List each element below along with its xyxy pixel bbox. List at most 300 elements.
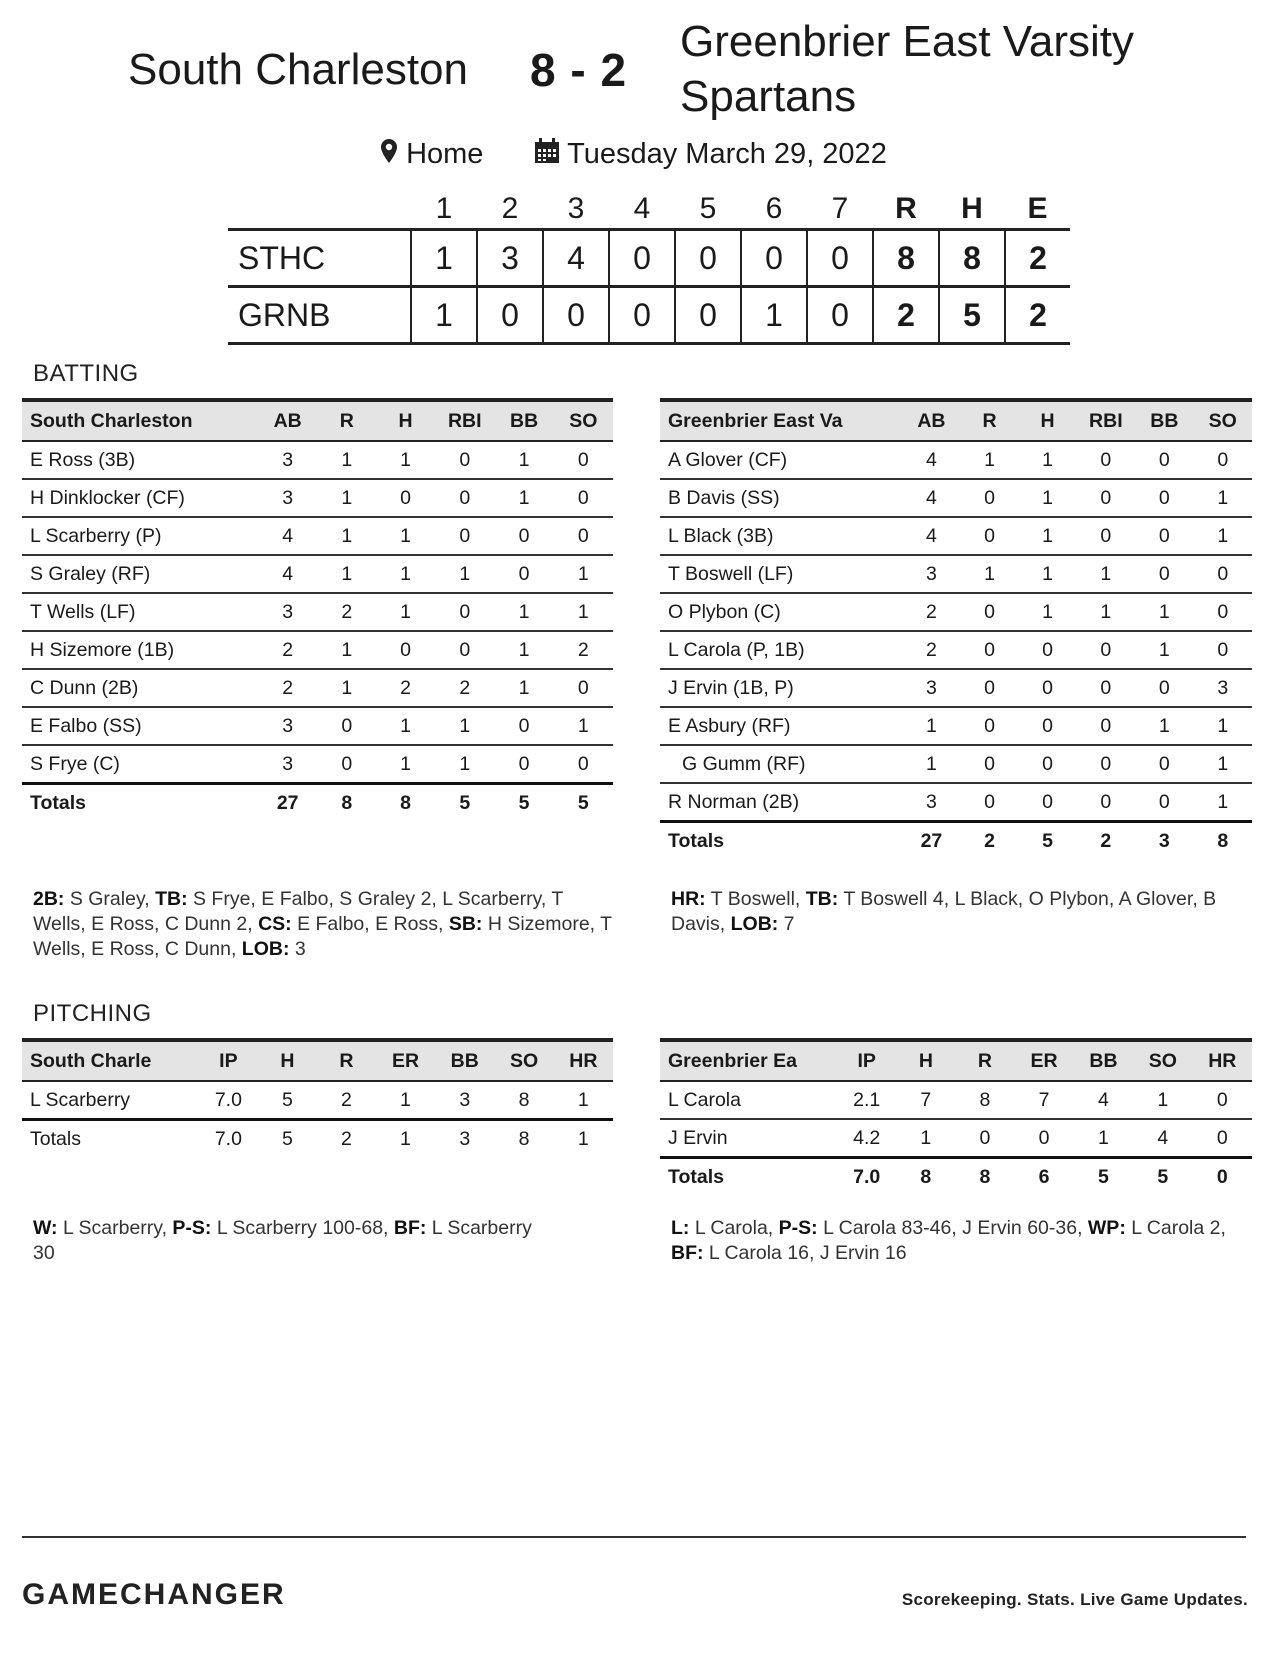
- note-text: L Scarberry 30: [33, 1217, 532, 1264]
- inning-score: 0: [675, 230, 741, 287]
- stat-value: 0: [1019, 707, 1077, 745]
- stat-value: 4: [1074, 1081, 1133, 1119]
- stat-value: 3: [258, 745, 317, 784]
- team-column-header: South Charleston: [22, 400, 258, 441]
- stat-column-header: HR: [554, 1040, 613, 1081]
- stat-value: 0: [317, 745, 376, 784]
- stat-value: 0: [961, 745, 1019, 783]
- stat-value: 1: [1019, 441, 1077, 479]
- totals-value: 27: [920, 829, 943, 852]
- totals-value: 27: [276, 791, 299, 814]
- stat-value: 1: [317, 631, 376, 669]
- note-text: L Carola 83-46, J Ervin 60-36,: [817, 1217, 1088, 1239]
- stat-value: 4: [902, 441, 960, 479]
- stat-column-header: SO: [1133, 1040, 1192, 1081]
- stat-value: 0: [376, 479, 435, 517]
- stat-value: 1: [494, 479, 553, 517]
- batting-table-away: [660, 398, 1252, 859]
- totals-label: Totals: [668, 829, 724, 852]
- player-row: [22, 707, 613, 745]
- stat-column-header: SO: [494, 1040, 553, 1081]
- stat-value: 0: [554, 517, 613, 555]
- stat-value: 0: [1135, 441, 1193, 479]
- totals-value: 3: [459, 1127, 471, 1150]
- totals-value: 8: [518, 1127, 530, 1150]
- totals-value: 5: [282, 1127, 293, 1150]
- linescore-table: [228, 184, 1070, 345]
- player-name: S Graley (RF): [22, 555, 258, 593]
- inning-score: 3: [477, 230, 543, 287]
- stat-column-header: AB: [902, 400, 960, 441]
- note-label: P-S:: [778, 1217, 818, 1239]
- totals-row: [22, 784, 613, 822]
- stat-value: 1: [961, 441, 1019, 479]
- stat-value: 0: [961, 593, 1019, 631]
- stat-header-row: [660, 1040, 1252, 1081]
- hits-total: 5: [939, 287, 1005, 344]
- stat-value: 0: [554, 669, 613, 707]
- gamechanger-logo: GAMECHANGER: [22, 1578, 286, 1611]
- stat-value: 1: [376, 1081, 435, 1120]
- player-name: E Falbo (SS): [22, 707, 258, 745]
- player-row: [660, 1119, 1252, 1158]
- stat-column-header: HR: [1193, 1040, 1252, 1081]
- player-name: L Black (3B): [660, 517, 902, 555]
- stat-value: 7: [896, 1081, 955, 1119]
- note-text: H Sizemore, T Wells, E Ross, C Dunn,: [33, 913, 612, 960]
- player-row: [660, 669, 1252, 707]
- note-label: TB:: [155, 888, 188, 910]
- stat-value: 0: [494, 745, 553, 784]
- stat-value: 0: [1135, 479, 1193, 517]
- note-label: LOB:: [730, 913, 779, 935]
- footer-divider: [22, 1536, 1246, 1538]
- player-name: J Ervin (1B, P): [660, 669, 902, 707]
- stat-column-header: R: [955, 1040, 1014, 1081]
- note-label: LOB:: [241, 938, 290, 960]
- note-text: L Carola 16, J Ervin 16: [703, 1242, 907, 1264]
- stat-column-header: H: [376, 400, 435, 441]
- stat-value: 1: [554, 707, 613, 745]
- linescore-row-away: [228, 287, 1070, 344]
- stat-column-header: H: [1019, 400, 1077, 441]
- stat-value: 3: [1194, 669, 1252, 707]
- stat-value: 4: [258, 555, 317, 593]
- note-text: L Carola,: [689, 1217, 779, 1239]
- stat-value: 1: [1135, 631, 1193, 669]
- stat-column-header: RBI: [1077, 400, 1136, 441]
- stat-value: 0: [435, 479, 494, 517]
- totals-value: 2: [984, 829, 996, 852]
- totals-value: 5: [1042, 829, 1054, 852]
- player-name: L Scarberry: [22, 1081, 199, 1120]
- player-name: J Ervin: [660, 1119, 837, 1158]
- stat-value: 4.2: [837, 1119, 896, 1158]
- totals-value: 5: [459, 791, 471, 814]
- stat-value: 0: [961, 783, 1019, 822]
- totals-value: 8: [341, 791, 353, 814]
- stat-value: 1: [1019, 555, 1077, 593]
- stat-value: 0: [1193, 1081, 1252, 1119]
- game-meta: [380, 134, 887, 175]
- inning-score: 1: [411, 230, 477, 287]
- totals-value: 2: [1100, 829, 1112, 852]
- stat-value: 0: [1077, 783, 1136, 822]
- stat-column-header: R: [317, 400, 376, 441]
- team-column-header: Greenbrier East Va: [660, 400, 902, 441]
- inning-score: 1: [741, 287, 807, 344]
- calendar-icon: [534, 135, 560, 175]
- stat-column-header: BB: [435, 1040, 494, 1081]
- stat-value: 1: [1077, 593, 1136, 631]
- errors-header: E: [1027, 192, 1048, 225]
- totals-row: [660, 1158, 1252, 1196]
- pitching-table-away: [660, 1038, 1252, 1195]
- stat-value: 0: [1194, 441, 1252, 479]
- stat-value: 1: [1194, 479, 1252, 517]
- stat-value: 3: [435, 1081, 494, 1120]
- stat-value: 1: [494, 593, 553, 631]
- inning-score: 0: [807, 287, 873, 344]
- stat-value: 0: [1077, 669, 1136, 707]
- linescore-row-home: [228, 230, 1070, 287]
- stat-value: 1: [317, 441, 376, 479]
- note-label: BF:: [393, 1217, 427, 1239]
- note-text: L Carola 2,: [1125, 1217, 1226, 1239]
- player-name: O Plybon (C): [660, 593, 902, 631]
- stat-value: 1: [1135, 593, 1193, 631]
- batting-table-home: [22, 398, 613, 821]
- stat-value: 0: [494, 517, 553, 555]
- inning-header: 7: [831, 192, 849, 225]
- stat-value: 1: [435, 745, 494, 784]
- note-label: SB:: [448, 913, 483, 935]
- player-row: [660, 441, 1252, 479]
- stat-value: 2: [317, 593, 376, 631]
- stat-value: 1: [902, 745, 960, 783]
- stat-value: 5: [258, 1081, 317, 1120]
- stat-value: 2.1: [837, 1081, 896, 1119]
- stat-value: 0: [955, 1119, 1014, 1158]
- stat-value: 1: [1194, 517, 1252, 555]
- stat-column-header: H: [896, 1040, 955, 1081]
- stat-value: 0: [1014, 1119, 1073, 1158]
- stat-value: 1: [1077, 555, 1136, 593]
- totals-value: 7.0: [853, 1165, 881, 1188]
- player-name: B Davis (SS): [660, 479, 902, 517]
- stat-column-header: R: [317, 1040, 376, 1081]
- stat-value: 2: [317, 1081, 376, 1120]
- totals-label: Totals: [30, 791, 86, 814]
- stat-value: 0: [554, 745, 613, 784]
- player-name: L Carola (P, 1B): [660, 631, 902, 669]
- stat-value: 0: [435, 441, 494, 479]
- stat-value: 1: [376, 555, 435, 593]
- stat-value: 0: [1193, 1119, 1252, 1158]
- player-row: [22, 631, 613, 669]
- totals-value: 5: [518, 791, 530, 814]
- pitching-table-home: [22, 1038, 613, 1157]
- stat-column-header: AB: [258, 400, 317, 441]
- stat-value: 1: [494, 631, 553, 669]
- stat-value: 1: [494, 669, 553, 707]
- note-label: WP:: [1087, 1217, 1126, 1239]
- stat-value: 0: [1194, 593, 1252, 631]
- stat-value: 0: [1135, 745, 1193, 783]
- stat-value: 0: [1135, 669, 1193, 707]
- stat-value: 1: [317, 517, 376, 555]
- stat-value: 2: [258, 669, 317, 707]
- totals-value: 7.0: [214, 1127, 242, 1150]
- player-name: T Boswell (LF): [660, 555, 902, 593]
- inning-score: 0: [477, 287, 543, 344]
- stat-value: 1: [1074, 1119, 1133, 1158]
- note-text: L Scarberry,: [57, 1217, 173, 1239]
- player-name: E Ross (3B): [22, 441, 258, 479]
- stat-value: 0: [961, 631, 1019, 669]
- inning-score: 0: [609, 287, 675, 344]
- totals-value: 8: [979, 1165, 991, 1188]
- stat-value: 1: [1194, 783, 1252, 822]
- pitching-notes-away: [671, 1216, 1251, 1266]
- team-column-header: South Charle: [22, 1040, 199, 1081]
- stat-value: 1: [554, 1081, 613, 1120]
- stat-value: 0: [961, 707, 1019, 745]
- note-label: HR:: [671, 888, 706, 910]
- player-row: [22, 669, 613, 707]
- stat-value: 0: [1194, 555, 1252, 593]
- stat-value: 0: [1194, 631, 1252, 669]
- player-name: G Gumm (RF): [660, 745, 902, 783]
- player-name: T Wells (LF): [22, 593, 258, 631]
- player-row: [22, 1081, 613, 1120]
- stat-column-header: BB: [1135, 400, 1193, 441]
- totals-value: 1: [577, 1127, 589, 1150]
- stat-value: 0: [1135, 517, 1193, 555]
- stat-header-row: [660, 400, 1252, 441]
- inning-header: 4: [633, 192, 651, 225]
- batting-notes-away: [671, 887, 1251, 937]
- stat-value: 1: [317, 669, 376, 707]
- player-name: L Carola: [660, 1081, 837, 1119]
- stat-header-row: [22, 1040, 613, 1081]
- stat-value: 1: [317, 479, 376, 517]
- inning-score: 0: [543, 287, 609, 344]
- stat-column-header: R: [961, 400, 1019, 441]
- stat-value: 2: [435, 669, 494, 707]
- stat-value: 1: [1019, 479, 1077, 517]
- inning-header: 5: [699, 192, 717, 225]
- note-text: 7: [778, 913, 795, 935]
- player-name: L Scarberry (P): [22, 517, 258, 555]
- note-label: 2B:: [33, 888, 65, 910]
- stat-value: 0: [1135, 555, 1193, 593]
- player-row: [660, 745, 1252, 783]
- player-name: S Frye (C): [22, 745, 258, 784]
- totals-value: 8: [1217, 829, 1229, 852]
- stat-value: 0: [1077, 707, 1136, 745]
- stat-column-header: IP: [837, 1040, 896, 1081]
- stat-value: 0: [1077, 631, 1136, 669]
- player-name: C Dunn (2B): [22, 669, 258, 707]
- inning-score: 0: [609, 230, 675, 287]
- stat-column-header: BB: [1074, 1040, 1133, 1081]
- player-row: [22, 593, 613, 631]
- linescore-team: GRNB: [238, 296, 331, 333]
- note-label: L:: [671, 1217, 690, 1239]
- totals-value: 5: [577, 791, 589, 814]
- player-name: E Asbury (RF): [660, 707, 902, 745]
- stat-value: 1: [554, 593, 613, 631]
- stat-value: 0: [1019, 783, 1077, 822]
- stat-value: 1: [1133, 1081, 1192, 1119]
- hits-header: H: [961, 192, 983, 225]
- inning-header: 3: [567, 192, 585, 225]
- game-date: Tuesday March 29, 2022: [567, 138, 887, 170]
- stat-value: 0: [494, 707, 553, 745]
- stat-value: 1: [1194, 745, 1252, 783]
- player-row: [660, 593, 1252, 631]
- stat-value: 3: [902, 783, 960, 822]
- stat-value: 1: [554, 555, 613, 593]
- note-label: TB:: [805, 888, 839, 910]
- stat-value: 0: [317, 707, 376, 745]
- stat-value: 2: [376, 669, 435, 707]
- inning-header: 2: [501, 192, 519, 225]
- note-text: T Boswell 4, L Black, O Plybon, A Glover, B Davis,: [671, 888, 1217, 935]
- stat-value: 0: [1077, 745, 1136, 783]
- stat-value: 0: [1077, 479, 1136, 517]
- stat-column-header: SO: [1194, 400, 1252, 441]
- note-text: 3: [289, 938, 306, 960]
- stat-column-header: SO: [554, 400, 613, 441]
- note-text: L Scarberry 100-68,: [211, 1217, 394, 1239]
- totals-value: 1: [400, 1127, 411, 1150]
- inning-header: 1: [435, 192, 453, 225]
- stat-value: 1: [376, 707, 435, 745]
- note-label: W:: [33, 1217, 58, 1239]
- stat-value: 0: [1019, 631, 1077, 669]
- stat-value: 3: [902, 555, 960, 593]
- stat-value: 8: [494, 1081, 553, 1120]
- stat-value: 1: [1194, 707, 1252, 745]
- pitching-notes-home: [33, 1216, 553, 1266]
- inning-score: 1: [411, 287, 477, 344]
- stat-column-header: ER: [376, 1040, 435, 1081]
- totals-value: 8: [920, 1165, 932, 1188]
- stat-column-header: ER: [1014, 1040, 1073, 1081]
- stat-column-header: IP: [199, 1040, 258, 1081]
- inning-score: 0: [807, 230, 873, 287]
- stat-value: 3: [258, 707, 317, 745]
- totals-row: [22, 1120, 613, 1158]
- stat-value: 1: [376, 593, 435, 631]
- totals-value: 0: [1216, 1165, 1228, 1188]
- stat-value: 0: [435, 593, 494, 631]
- stat-value: 3: [258, 441, 317, 479]
- stat-value: 2: [902, 593, 960, 631]
- stat-column-header: H: [258, 1040, 317, 1081]
- totals-label: Totals: [30, 1127, 81, 1150]
- stat-value: 4: [902, 479, 960, 517]
- stat-value: 3: [258, 479, 317, 517]
- stat-value: 1: [1135, 707, 1193, 745]
- note-text: S Graley,: [64, 888, 156, 910]
- footer-tagline: Scorekeeping. Stats. Live Game Updates.: [901, 1590, 1248, 1609]
- final-score: 8 - 2: [530, 44, 628, 96]
- batting-section-title: BATTING: [33, 360, 139, 387]
- stat-value: 0: [1019, 745, 1077, 783]
- totals-row: [660, 822, 1252, 860]
- stat-value: 7: [1014, 1081, 1073, 1119]
- hits-total: 8: [939, 230, 1005, 287]
- stat-value: 3: [902, 669, 960, 707]
- linescore-header-row: [228, 184, 1070, 230]
- player-name: R Norman (2B): [660, 783, 902, 822]
- stat-value: 1: [435, 707, 494, 745]
- map-pin-icon: [380, 135, 398, 175]
- stat-value: 0: [435, 631, 494, 669]
- linescore-team: STHC: [238, 239, 326, 276]
- player-row: [22, 517, 613, 555]
- totals-value: 3: [1158, 829, 1170, 852]
- home-team-name: South Charleston: [128, 45, 468, 94]
- note-text: E Falbo, E Ross,: [291, 913, 449, 935]
- player-name: H Dinklocker (CF): [22, 479, 258, 517]
- player-row: [660, 707, 1252, 745]
- runs-total: 8: [873, 230, 939, 287]
- stat-value: 0: [1019, 669, 1077, 707]
- batting-notes-home: [33, 887, 613, 962]
- game-location: Home: [406, 138, 484, 170]
- note-text: S Frye, E Falbo, S Graley 2, L Scarberry, T Wells, E Ross, C Dunn 2,: [33, 888, 563, 935]
- player-row: [660, 479, 1252, 517]
- stat-value: 1: [376, 441, 435, 479]
- stat-column-header: BB: [494, 400, 553, 441]
- stat-value: 4: [1133, 1119, 1192, 1158]
- stat-value: 0: [1077, 517, 1136, 555]
- stat-column-header: RBI: [435, 400, 494, 441]
- stat-value: 0: [554, 441, 613, 479]
- note-label: CS:: [258, 913, 292, 935]
- stat-value: 0: [1077, 441, 1136, 479]
- away-team-name: Greenbrier East Varsity Spartans: [680, 17, 1135, 121]
- player-row: [22, 441, 613, 479]
- stat-value: 1: [961, 555, 1019, 593]
- player-name: H Sizemore (1B): [22, 631, 258, 669]
- stat-value: 0: [961, 517, 1019, 555]
- player-row: [22, 479, 613, 517]
- stat-value: 8: [955, 1081, 1014, 1119]
- stat-value: 1: [896, 1119, 955, 1158]
- pitching-section-title: PITCHING: [33, 1000, 152, 1027]
- stat-value: 1: [435, 555, 494, 593]
- player-row: [660, 517, 1252, 555]
- errors-total: 2: [1005, 230, 1070, 287]
- inning-score: 0: [741, 230, 807, 287]
- errors-total: 2: [1005, 287, 1070, 344]
- stat-value: 0: [554, 479, 613, 517]
- inning-score: 4: [543, 230, 609, 287]
- stat-value: 2: [902, 631, 960, 669]
- runs-header: R: [895, 192, 917, 225]
- inning-header: 6: [765, 192, 783, 225]
- totals-value: 8: [400, 791, 412, 814]
- stat-value: 0: [376, 631, 435, 669]
- totals-value: 5: [1157, 1165, 1169, 1188]
- totals-label: Totals: [668, 1165, 724, 1188]
- totals-value: 6: [1038, 1165, 1050, 1188]
